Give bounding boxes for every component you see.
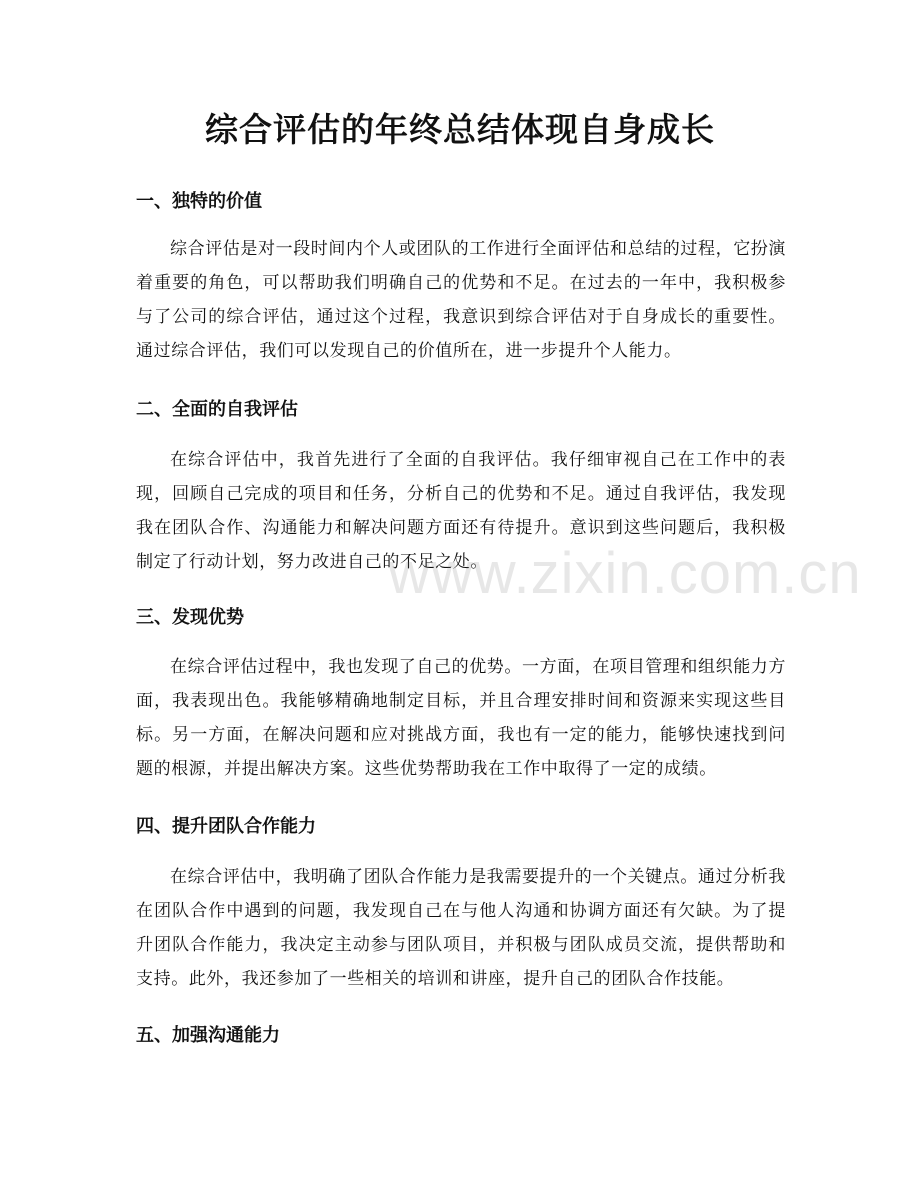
- section-heading-3: 三、发现优势: [136, 607, 244, 628]
- section-heading-1: 一、独特的价值: [136, 191, 262, 212]
- section-paragraph-3: 在综合评估过程中，我也发现了自己的优势。一方面，在项目管理和组织能力方面，我表现出色。我能够精确地制定目标，并且合理安排时间和资源来实现这些目标。另一方面，在解决问题和应对挑战方面，我也有一定的能力，能够快速找到问题的根源，并提出解决方案。这些优势帮助我在工作中取得了一定的成绩。: [136, 657, 786, 779]
- section-heading-5: 五、加强沟通能力: [136, 1025, 280, 1046]
- page-title: 综合评估的年终总结体现自身成长: [205, 110, 715, 149]
- section-paragraph-2: 在综合评估中，我首先进行了全面的自我评估。我仔细审视自己在工作中的表现，回顾自己完成的项目和任务，分析自己的优势和不足。通过自我评估，我发现我在团队合作、沟通能力和解决问题方面还有待提升。意识到这些问题后，我积极制定了行动计划，努力改进自己的不足之处。: [136, 450, 786, 572]
- section-paragraph-4: 在综合评估中，我明确了团队合作能力是我需要提升的一个关键点。通过分析我在团队合作中遇到的问题，我发现自己在与他人沟通和协调方面还有欠缺。为了提升团队合作能力，我决定主动参与团队项目，并积极与团队成员交流，提供帮助和支持。此外，我还参加了一些相关的培训和讲座，提升自己的团队合作技能。: [136, 867, 786, 989]
- section-paragraph-1: 综合评估是对一段时间内个人或团队的工作进行全面评估和总结的过程，它扮演着重要的角色，可以帮助我们明确自己的优势和不足。在过去的一年中，我积极参与了公司的综合评估，通过这个过程，我意识到综合评估对于自身成长的重要性。通过综合评估，我们可以发现自己的价值所在，进一步提升个人能力。: [136, 239, 786, 361]
- section-heading-4: 四、提升团队合作能力: [136, 816, 316, 837]
- watermark: www.zixin.com.cn: [388, 541, 862, 606]
- section-heading-2: 二、全面的自我评估: [136, 399, 298, 420]
